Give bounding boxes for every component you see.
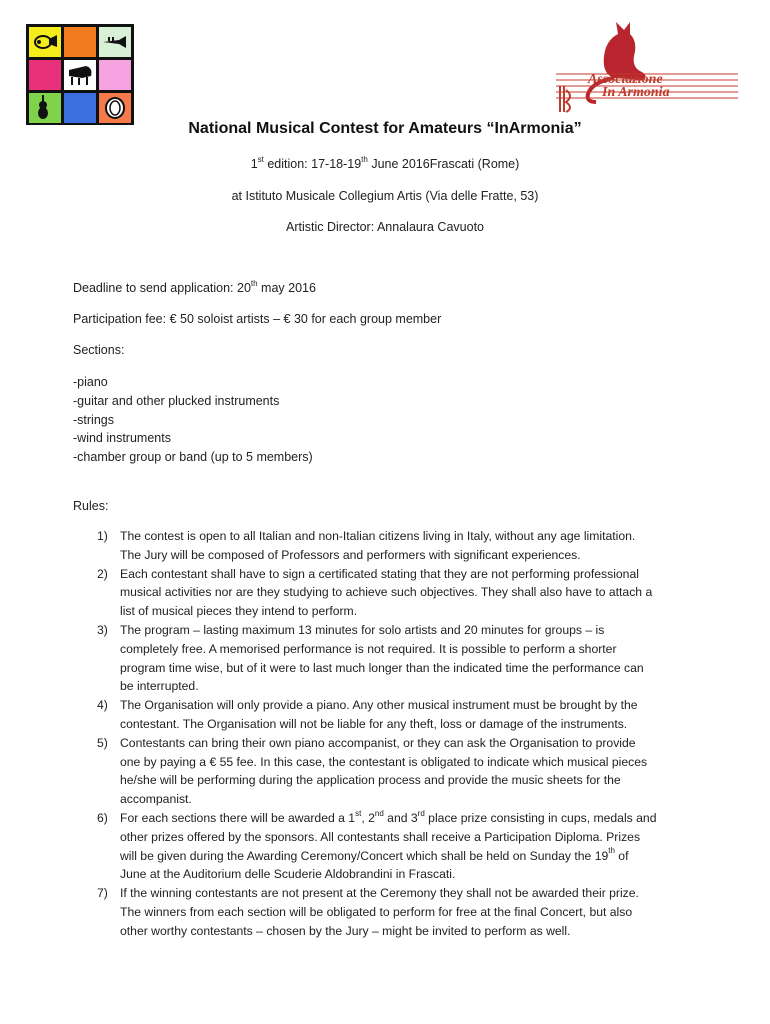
- association-name: [588, 73, 738, 99]
- association-line-2: In Armonia: [602, 85, 670, 100]
- rule-line: be interrupted.: [120, 679, 199, 694]
- rule-text: will be given during the Awarding Ceremony/Concert which shall be held on Sunday the 19: [120, 848, 609, 863]
- rule-line: The program – lasting maximum 13 minutes for solo artists and 20 minutes for groups – is: [120, 622, 605, 637]
- rule-line: completely free. A memorised performance is not required. It is possible to perform a shorter: [120, 641, 617, 656]
- violin-icon: [29, 93, 61, 123]
- deadline-sup: th: [250, 278, 258, 288]
- sections-list: [73, 373, 313, 467]
- rule-sup: th: [608, 846, 615, 856]
- fee-line: Participation fee: € 50 soloist artists – € 30 for each group member: [73, 312, 442, 326]
- deadline-date: may 2016: [257, 281, 316, 295]
- rule-number: 5): [97, 735, 108, 750]
- rule-item: [73, 734, 703, 809]
- page-title: National Musical Contest for Amateurs “InArmonia”: [188, 120, 582, 137]
- rule-line: list of musical pieces they intend to perform.: [120, 604, 358, 619]
- rule-text: place prize consisting in cups, medals and: [424, 810, 657, 825]
- rule-line: accompanist.: [120, 792, 192, 807]
- rule-item: [73, 884, 703, 940]
- rule-line: program time wise, but of it were to last much longer than the indicated time the performance can: [120, 660, 644, 675]
- venue-line: at Istituto Musicale Collegium Artis (Via delle Fratte, 53): [231, 189, 539, 203]
- rules-label: Rules:: [73, 499, 109, 513]
- rule-line: he/she will be performing during the application process and provide the music sheets for the: [120, 773, 621, 788]
- trumpet-icon: [99, 27, 131, 57]
- horn-icon: [29, 27, 61, 57]
- grand-piano-icon: [64, 60, 96, 90]
- rule-line: one by paying a € 55 fee. In this case, the contestant is obligated to indicate which musical pieces: [120, 754, 648, 769]
- rule-line: [120, 809, 703, 828]
- director-line: Artistic Director: Annalaura Cavuoto: [285, 220, 484, 234]
- section-item: -strings: [73, 412, 114, 427]
- section-item: -piano: [73, 375, 108, 389]
- rule-text: and 3: [383, 810, 418, 825]
- rule-line: The contest is open to all Italian and non-Italian citizens living in Italy, without any age limitation.: [120, 529, 636, 543]
- rule-line: Each contestant shall have to sign a certificated stating that they are not performing professional: [120, 566, 639, 581]
- edition-place: June 2016Frascati (Rome): [367, 157, 520, 171]
- rule-item: [73, 527, 703, 565]
- rules-list: [73, 527, 703, 941]
- rule-text: For each sections there will be awarded a 1: [120, 810, 356, 825]
- section-item: -chamber group or band (up to 5 members): [73, 450, 313, 465]
- rule-line: other prizes offered by the sponsors. All contestants shall receive a Participation Diploma. Prizes: [120, 829, 641, 844]
- deadline-text: Deadline to send application: 20: [73, 281, 251, 295]
- edition-sup: st: [257, 154, 264, 164]
- edition-line: [0, 154, 770, 171]
- rule-sup: rd: [417, 808, 425, 818]
- rule-line: musical activities nor are they studying to achieve such objectives. They shall also have to attach a: [120, 585, 653, 600]
- color-tile: [64, 27, 96, 57]
- edition-num: 1: [250, 157, 258, 171]
- rule-item: [73, 696, 703, 734]
- rule-line: Contestants can bring their own piano accompanist, or they can ask the Organisation to provide: [120, 735, 636, 750]
- rule-number: 1): [97, 529, 108, 543]
- rule-line: [120, 847, 703, 866]
- rule-line: If the winning contestants are not present at the Ceremony they shall not be awarded their prize.: [120, 886, 639, 901]
- rule-number: 7): [97, 886, 108, 901]
- drum-icon: [99, 93, 131, 123]
- rule-number: 6): [97, 810, 108, 825]
- rule-item: [73, 809, 703, 884]
- edition-sup2: th: [361, 154, 368, 164]
- rule-text: , 2: [361, 810, 375, 825]
- rule-number: 2): [97, 566, 108, 581]
- rule-item: [73, 621, 703, 696]
- deadline-line: [73, 278, 316, 295]
- edition-dates: edition: 17-18-19: [263, 157, 362, 171]
- association-line-1: Associazione: [588, 72, 663, 87]
- rule-line: contestant. The Organisation will not be liable for any theft, loss or damage of the instruments.: [120, 716, 628, 731]
- color-tile: [29, 60, 61, 90]
- rule-text: of: [614, 848, 629, 863]
- rule-line: The Jury will be composed of Professors and performers with significant experiences.: [120, 547, 581, 562]
- rule-number: 3): [97, 622, 108, 637]
- section-item: -wind instruments: [73, 431, 171, 446]
- color-tile: [64, 93, 96, 123]
- rule-number: 4): [97, 698, 108, 713]
- rule-item: [73, 565, 703, 621]
- rule-sup: st: [355, 808, 362, 818]
- sections-label: Sections:: [73, 343, 125, 357]
- rule-line: June at the Auditorium delle Scuderie Aldobrandini in Frascati.: [120, 867, 456, 882]
- rule-line: The winners from each section will be obligated to perform for free at the final Concert, but also: [120, 904, 633, 919]
- association-logo: [552, 16, 742, 116]
- contest-logo: [26, 24, 134, 125]
- rule-line: other worthy contestants – chosen by the Jury – might be invited to perform as well.: [120, 923, 571, 938]
- section-item: -guitar and other plucked instruments: [73, 393, 280, 408]
- rule-sup: nd: [374, 808, 384, 818]
- color-tile: [99, 60, 131, 90]
- rule-line: The Organisation will only provide a piano. Any other musical instrument must be brought by the: [120, 698, 638, 713]
